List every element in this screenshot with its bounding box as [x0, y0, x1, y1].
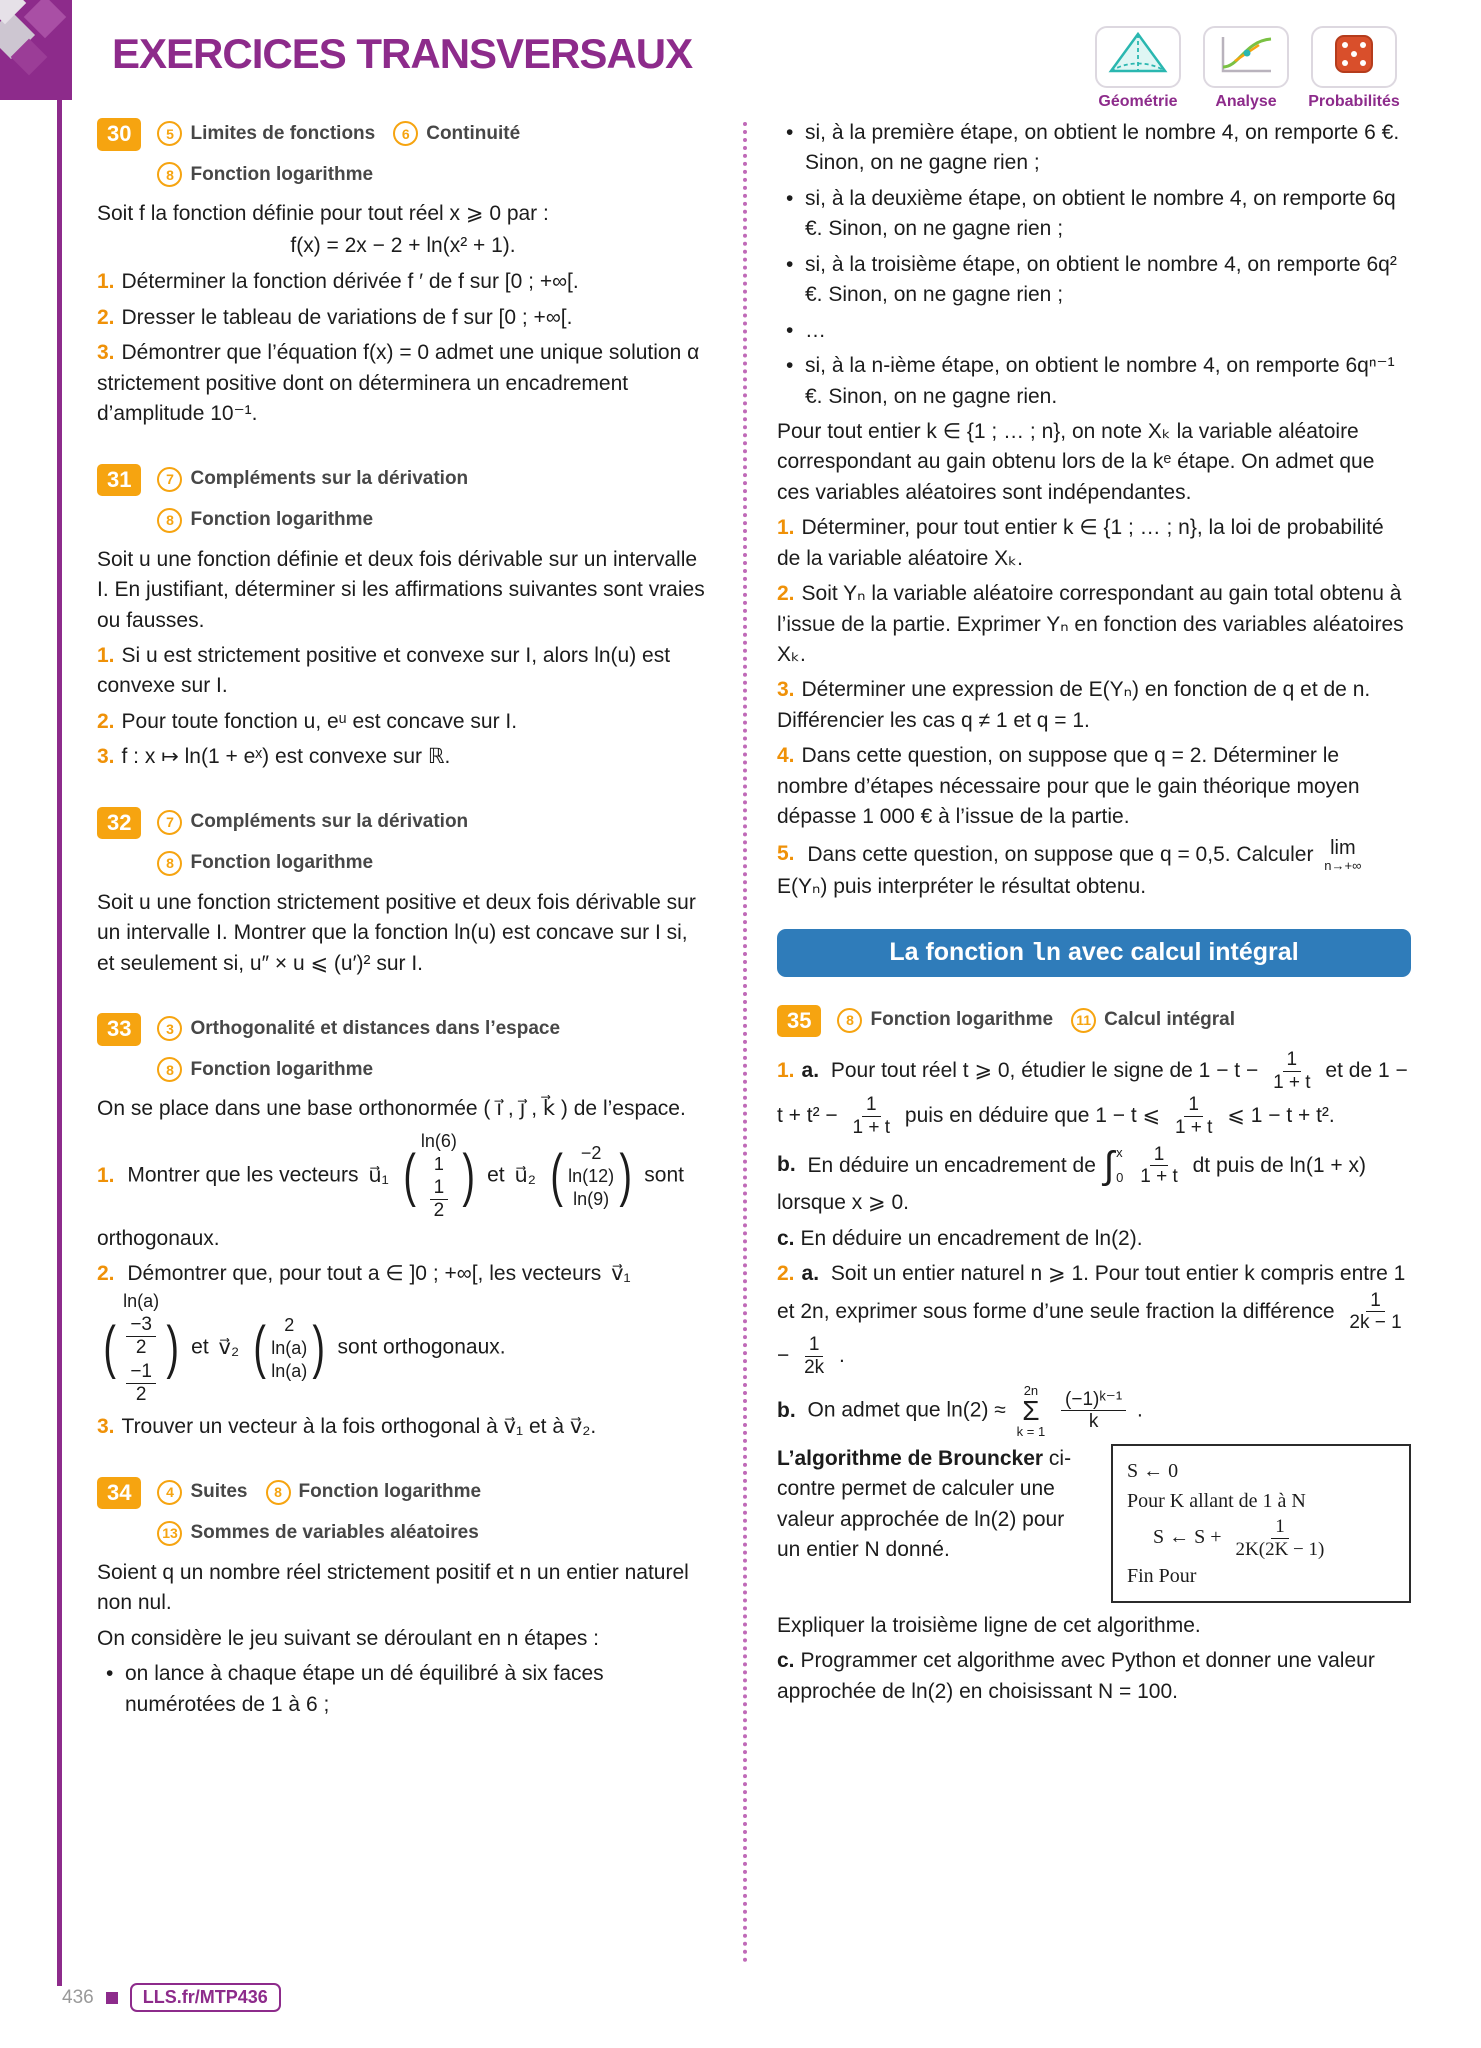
theme-icons [1091, 26, 1401, 111]
fraction-denominator: k [1088, 1411, 1099, 1433]
explain-line: Expliquer la troisième ligne de cet algorithme. [777, 1613, 1201, 1637]
chip-label: Compléments sur la dérivation [190, 468, 469, 490]
chip-label: Fonction logarithme [870, 1009, 1054, 1031]
question-text: Déterminer une expression de E(Yₙ) en fonction de q et de n. Différencier les cas q ≠ 1 et q = 1. [777, 678, 1371, 732]
exercise-number-badge: 33 [97, 1013, 141, 1046]
fraction [1345, 1290, 1405, 1335]
exercise-intro: On se place dans une base orthonormée ( i⃗ , j⃗ , k⃗ ) de l’espace. [97, 1097, 686, 1120]
chip-number: 8 [157, 851, 182, 876]
chip-number: 4 [157, 1480, 182, 1505]
text-segment: et [487, 1164, 505, 1188]
chip-list [157, 464, 709, 533]
fraction [1232, 1516, 1329, 1561]
chip-number: 6 [393, 121, 418, 146]
fraction [849, 1094, 895, 1139]
vector-v2 [250, 1313, 329, 1383]
exercise-intro: Soit u une fonction définie et deux fois dérivable sur un intervalle I. En justifiant, déterminer si les affirmations suivantes sont vraies ou fausses. [97, 547, 705, 632]
question-5 [777, 838, 1411, 903]
fraction-numerator: 1 [430, 1177, 449, 1200]
vector-u2-label: u⃗₂ [514, 1164, 536, 1188]
integral-upper-bound: x [1116, 1144, 1123, 1160]
question-1 [97, 641, 709, 702]
chip-list [157, 807, 709, 876]
chip-number: 8 [157, 508, 182, 533]
brouncker-description [777, 1444, 1093, 1603]
probability-card [1311, 26, 1397, 88]
game-rule-bullet: • on lance à chaque étape un dé équilibré à six faces numérotées de 1 à 6 ; [97, 1659, 709, 1720]
vector-v2-label: v⃗₂ [218, 1335, 240, 1359]
sigma-sign: Σ [1022, 1394, 1040, 1426]
question-2 [97, 707, 709, 737]
text-segment: Démontrer que, pour tout a ∈ ]0 ; +∞[, les vecteurs [127, 1261, 602, 1285]
question-text: En déduire un encadrement de ln(2). [800, 1226, 1143, 1250]
page-footer [62, 1983, 281, 2012]
formula: f(x) = 2x − 2 + ln(x² + 1). [290, 234, 516, 258]
question-text: Pour toute fonction u, eᵘ est concave sur I. [121, 709, 518, 733]
left-column [97, 118, 709, 1964]
sum-upper-bound: 2n [1023, 1382, 1039, 1398]
dice-icon [1331, 31, 1377, 83]
exercise-number-badge: 32 [97, 807, 141, 840]
exercise-header [97, 807, 709, 876]
geometry-card [1095, 26, 1181, 88]
item-number: 1. [777, 1059, 795, 1083]
exercise-intro: Soient q un nombre réel strictement positif et n un entier naturel non nul. [97, 1560, 689, 1615]
item-number: 5. [777, 842, 795, 866]
theme-probabilites [1307, 26, 1401, 111]
text-segment: et de 1 − t + t² − [777, 1059, 1408, 1127]
text-segment: Soit un entier naturel n ⩾ 1. Pour tout entier k compris entre 1 et 2n, exprimer sous forme d’une seule fraction la différence [777, 1262, 1406, 1323]
sum-lower-bound: k = 1 [1016, 1423, 1046, 1439]
item-number: 3. [97, 1415, 115, 1439]
page-content [0, 118, 1481, 1964]
text-segment: ci-contre permet de calculer une valeur approchée de ln(2) pour un entier N donné. [777, 1446, 1072, 1562]
sub-item-letter: a. [801, 1059, 820, 1083]
chip-number: 11 [1071, 1008, 1096, 1033]
fraction-numerator: 1 [1184, 1094, 1203, 1117]
question-text: Dans cette question, on suppose que q = 2. Déterminer le nombre d’étapes nécessaire pour que le gain théorique moyen dépasse 1 000 € à l’issue de la partie. [777, 744, 1360, 829]
exercise-33 [97, 1013, 709, 1443]
exercise-header [777, 1005, 1411, 1038]
item-number: 1. [777, 516, 795, 540]
exercise-35 [777, 1005, 1411, 1707]
chip [157, 1057, 373, 1082]
item-number: 2. [97, 1261, 115, 1285]
exercise-intro: Soit u une fonction strictement positive et deux fois dérivable sur un intervalle I. Montrer que la fonction ln(u) est concave sur I si, et seulement si, u″ × u ⩽ (u′)² sur I. [97, 890, 696, 975]
algo-line-1: S ← 0 [1127, 1459, 1179, 1482]
question-2a [777, 1259, 1411, 1379]
text-segment: sont orthogonaux. [337, 1335, 506, 1359]
limit-operator [1324, 838, 1361, 873]
chip-list [157, 1013, 709, 1082]
chip [157, 467, 468, 492]
exercise-34 [97, 1477, 709, 1720]
chip-number: 8 [837, 1008, 862, 1033]
fraction [1171, 1094, 1217, 1139]
question-2 [97, 1259, 709, 1408]
text-segment: sont orthogonaux. [97, 1164, 684, 1250]
item-number: 2. [777, 582, 795, 606]
algo-line-4: Fin Pour [1127, 1564, 1197, 1587]
curve-graph-icon [1215, 31, 1277, 83]
text-segment: On admet que ln(2) ≈ [807, 1398, 1006, 1422]
game-rule-bullet: • si, à la deuxième étape, on obtient le nombre 4, on remporte 6q €. Sinon, on ne gagne rien ; [777, 184, 1411, 245]
text-segment: En déduire un encadrement de [807, 1153, 1096, 1177]
fraction [126, 1314, 156, 1359]
text-segment: . [839, 1344, 845, 1368]
exercise-30 [97, 118, 709, 430]
vector-entry: ln(a) [271, 1338, 308, 1359]
banner-ln: ln [1031, 938, 1062, 968]
chip-label: Fonction logarithme [190, 852, 374, 874]
chip-number: 7 [157, 810, 182, 835]
fraction-numerator: 1 [1271, 1516, 1289, 1539]
exercise-number-badge: 35 [777, 1005, 821, 1038]
right-column [777, 118, 1411, 1964]
sub-item-letter: b. [777, 1153, 796, 1177]
chip-number: 8 [266, 1480, 291, 1505]
item-number: 3. [97, 341, 115, 365]
vector-entry: ln(12) [568, 1166, 615, 1187]
vector-v1-label: v⃗₁ [611, 1261, 631, 1285]
chip [157, 162, 373, 187]
question-2b [777, 1384, 1411, 1438]
fraction-denominator: 2K(2K − 1) [1235, 1538, 1325, 1560]
differential: dt [1192, 1153, 1211, 1177]
fraction-denominator: 2k − 1 [1349, 1312, 1402, 1334]
chip-label: Fonction logarithme [190, 1058, 374, 1080]
question-2c [777, 1646, 1411, 1707]
text-segment: . [1137, 1398, 1143, 1422]
exercise-intro-2: On considère le jeu suivant se déroulant en n étapes : [97, 1626, 599, 1650]
chip [157, 1016, 560, 1041]
banner-text: La fonction [889, 937, 1031, 966]
fraction-denominator: 1 + t [852, 1116, 891, 1138]
column-divider [743, 122, 747, 1964]
footer-link[interactable]: LLS.fr/MTP436 [130, 1983, 281, 2012]
vector-entry: ( ln(a) [123, 1291, 160, 1312]
exercise-header [97, 118, 709, 187]
item-number: 4. [777, 744, 795, 768]
lim-subscript: n→+∞ [1324, 857, 1362, 873]
fraction [800, 1334, 828, 1379]
question-text: Déterminer la fonction dérivée f ′ de f sur [0 ; +∞[. [121, 270, 579, 294]
brouncker-title: L’algorithme de Brouncker [777, 1446, 1044, 1470]
integral [1104, 1144, 1124, 1188]
corner-decoration [0, 0, 100, 112]
sub-item-letter: c. [777, 1649, 795, 1673]
chip [393, 121, 520, 146]
exercise-number-badge: 31 [97, 464, 141, 497]
fraction [430, 1177, 449, 1222]
exercise-32 [97, 807, 709, 979]
question-3 [97, 338, 709, 429]
item-number: 2. [97, 709, 115, 733]
chip-label: Fonction logarithme [298, 1481, 482, 1503]
fraction-denominator: 1 + t [1174, 1116, 1213, 1138]
text-segment: E(Yₙ) puis interpréter le résultat obtenu. [777, 875, 1147, 899]
footer-square-icon [106, 1992, 118, 2004]
vector-entry: 1 [433, 1154, 444, 1175]
analysis-card [1203, 26, 1289, 88]
question-2 [777, 579, 1411, 670]
question-text: Programmer cet algorithme avec Python et donner une valeur approchée de ln(2) en choisissant N = 100. [777, 1649, 1375, 1703]
question-text: Soit Yₙ la variable aléatoire correspondant au gain total obtenu à l’issue de la partie. Exprimer Yₙ en fonction des variables aléatoires Xₖ. [777, 582, 1404, 666]
chip-number: 5 [157, 121, 182, 146]
text-segment: ⩽ 1 − t + t². [1227, 1103, 1335, 1127]
chip [157, 1480, 247, 1505]
vector-entry: ( −2 [580, 1143, 602, 1164]
integral-lower-bound: 0 [1116, 1170, 1124, 1186]
chip-number: 8 [157, 162, 182, 187]
game-rule-bullet: • si, à la première étape, on obtient le nombre 4, on remporte 6 €. Sinon, on ne gagne rien ; [777, 118, 1411, 179]
vector-u1 [400, 1129, 479, 1223]
sub-item-letter: c. [777, 1226, 795, 1250]
question-3 [97, 1412, 709, 1442]
minus-sign: − [777, 1344, 790, 1368]
chip-number: 13 [157, 1521, 182, 1546]
question-text: Déterminer, pour tout entier k ∈ {1 ; … ; n}, la loi de probabilité de la variable aléatoire Xₖ. [777, 516, 1384, 570]
game-rule-bullet: • si, à la n-ième étape, on obtient le nombre 4, on remporte 6qⁿ⁻¹ €. Sinon, on ne gagne rien. [777, 351, 1411, 412]
chip [1071, 1008, 1235, 1033]
algo-line-2: Pour K allant de 1 à N [1127, 1489, 1306, 1512]
theme-analyse [1199, 26, 1293, 111]
theme-geometrie [1091, 26, 1185, 111]
chip-label: Limites de fonctions [190, 122, 376, 144]
text-segment: puis de ln(1 + x) lorsque x ⩾ 0. [777, 1153, 1366, 1215]
page-number: 436 [62, 1986, 94, 2008]
text-segment: puis en déduire que 1 − t ⩽ [904, 1103, 1161, 1127]
exercise-31 [97, 464, 709, 773]
question-1 [777, 513, 1411, 574]
chip-list [157, 1477, 709, 1546]
item-number: 1. [97, 270, 115, 294]
fraction [1061, 1389, 1126, 1434]
banner-text: avec calcul intégral [1061, 937, 1299, 966]
fraction-denominator: 2 [135, 1336, 147, 1358]
text-segment: Montrer que les vecteurs [127, 1164, 359, 1188]
item-number: 3. [777, 678, 795, 702]
vector-entry: ln(9) [573, 1188, 610, 1209]
fraction [1269, 1049, 1315, 1094]
question-text: f : x ↦ ln(1 + eˣ) est convexe sur ℝ. [121, 745, 451, 769]
item-number: 1. [97, 1164, 115, 1188]
brouncker-block [777, 1444, 1411, 1603]
exercise-header [97, 464, 709, 533]
item-number: 3. [97, 745, 115, 769]
vector-v1 [100, 1289, 182, 1407]
chip-list [157, 118, 709, 187]
chip-label: Sommes de variables aléatoires [190, 1522, 479, 1544]
exercise-header [97, 1477, 709, 1546]
text-segment: et [191, 1335, 209, 1359]
question-4 [777, 741, 1411, 832]
algorithm-box [1111, 1444, 1411, 1603]
chip [157, 851, 373, 876]
chip [266, 1480, 482, 1505]
fraction-numerator: 1 [805, 1334, 824, 1357]
fraction-numerator: 1 [1366, 1290, 1385, 1313]
question-3 [97, 742, 709, 772]
text-segment: S ← S + [1153, 1525, 1222, 1548]
algo-line-3 [1127, 1516, 1395, 1561]
chip-label: Continuité [426, 122, 521, 144]
sub-item-letter: a. [801, 1262, 820, 1286]
item-number: 2. [97, 305, 115, 329]
question-3 [777, 675, 1411, 736]
chip [157, 810, 468, 835]
fraction-denominator: 2k [804, 1357, 825, 1379]
page-title: EXERCICES TRANSVERSAUX [112, 30, 693, 77]
chip-label: Calcul intégral [1104, 1009, 1236, 1031]
chip [837, 1008, 1053, 1033]
exercise-paragraph: Pour tout entier k ∈ {1 ; … ; n}, on note Xₖ la variable aléatoire correspondant au gain obtenu lors de la kᵉ étape. On admet que ces variables aléatoires sont indépendantes. [777, 419, 1375, 504]
question-1b [777, 1144, 1411, 1219]
chip-number: 8 [157, 1057, 182, 1082]
chip-label: Orthogonalité et distances dans l’espace [190, 1017, 561, 1039]
vector-entry: ln(a) [271, 1360, 308, 1381]
question-1a [777, 1049, 1411, 1138]
fraction-numerator: −1 [126, 1361, 156, 1384]
integral-sign: ∫ [1103, 1144, 1115, 1187]
text-segment: Dans cette question, on suppose que q = 0,5. Calculer [807, 842, 1314, 866]
vector-entry: ( 2 [284, 1315, 295, 1336]
section-banner [777, 929, 1411, 977]
exercise-header [97, 1013, 709, 1082]
question-1c [777, 1224, 1411, 1254]
fraction-numerator: 1 [1283, 1049, 1302, 1072]
vector-entry: ( ln(6) [420, 1131, 457, 1152]
chip-label: Suites [190, 1481, 248, 1503]
chip-label: Fonction logarithme [190, 509, 374, 531]
vector-u1-label: u⃗₁ [368, 1164, 389, 1188]
question-text: Démontrer que l’équation f(x) = 0 admet une unique solution α strictement positive dont on déterminera un encadrement d’amplitude 10⁻¹. [97, 341, 700, 426]
chip [157, 1521, 478, 1546]
question-2 [97, 303, 709, 333]
fraction-numerator: (−1)ᵏ⁻¹ [1061, 1389, 1126, 1412]
chip-list [837, 1005, 1235, 1033]
question-1 [97, 267, 709, 297]
chip-number: 3 [157, 1016, 182, 1041]
question-1 [97, 1129, 709, 1254]
exercise-intro: Soit f la fonction définie pour tout réel x ⩾ 0 par : [97, 202, 549, 225]
tetrahedron-icon [1107, 31, 1169, 83]
question-text: Si u est strictement positive et convexe sur I, alors ln(u) est convexe sur I. [97, 643, 671, 698]
fraction-denominator: 1 + t [1273, 1072, 1311, 1094]
sub-item-letter: b. [777, 1398, 796, 1422]
game-rule-bullet: • si, à la troisième étape, on obtient le nombre 4, on remporte 6q² €. Sinon, on ne gagne rien ; [777, 250, 1411, 311]
fraction [126, 1361, 156, 1406]
theme-label: Probabilités [1308, 93, 1400, 110]
question-text: Dresser le tableau de variations de f sur [0 ; +∞[. [121, 305, 573, 329]
exercise-number-badge: 30 [97, 118, 141, 151]
item-number: 2. [777, 1262, 795, 1286]
summation [1017, 1384, 1046, 1438]
fraction-denominator: 1 + t [1140, 1166, 1178, 1188]
exercise-number-badge: 34 [97, 1477, 141, 1510]
chip-number: 7 [157, 467, 182, 492]
theme-label: Analyse [1215, 93, 1277, 110]
vector-u2 [547, 1141, 636, 1211]
fraction-denominator: 2 [135, 1383, 147, 1405]
game-rule-bullet: • … [777, 316, 1411, 346]
text-segment: Pour tout réel t ⩾ 0, étudier le signe de 1 − t − [830, 1059, 1259, 1083]
chip-label: Compléments sur la dérivation [190, 811, 469, 833]
chip [157, 508, 373, 533]
fraction-numerator: −3 [126, 1314, 156, 1337]
item-number: 1. [97, 643, 115, 667]
chip [157, 121, 375, 146]
theme-label: Géométrie [1098, 93, 1178, 110]
fraction-numerator: 1 [862, 1094, 881, 1117]
lim-word: lim [1330, 836, 1356, 859]
chip-label: Fonction logarithme [190, 163, 374, 185]
exercise-34-continued [777, 118, 1411, 903]
fraction-denominator: 2 [433, 1199, 445, 1221]
question-text: Trouver un vecteur à la fois orthogonal à v⃗₁ et à v⃗₂. [121, 1415, 597, 1439]
fraction [1136, 1144, 1182, 1189]
fraction-numerator: 1 [1150, 1144, 1169, 1167]
